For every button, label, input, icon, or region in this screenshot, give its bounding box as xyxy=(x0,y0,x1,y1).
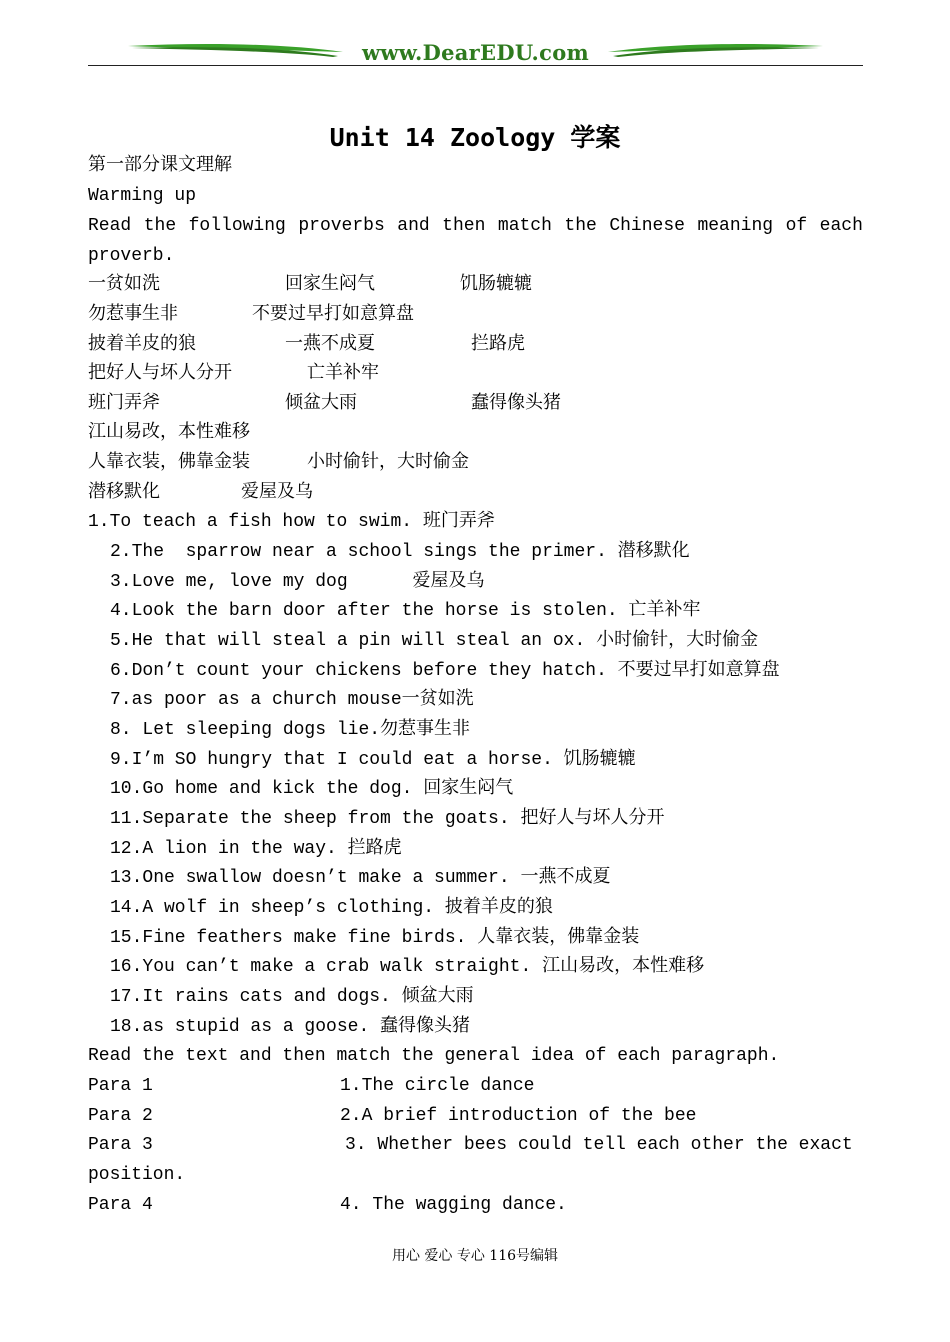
chinese-item: 勿惹事生非 xyxy=(88,305,178,325)
para-idea: 3. Whether bees could tell each other the exact xyxy=(345,1135,853,1155)
instruction-word: Chinese xyxy=(609,216,685,236)
chinese-item: 一贫如洗 xyxy=(88,275,160,295)
proverb-item: 10.Go home and kick the dog. 回家生闷气 xyxy=(110,779,514,799)
instruction-word: following xyxy=(188,216,286,236)
instruction-word: then xyxy=(442,216,486,236)
proverb-item: 3.Love me, love my dog 爱屋及乌 xyxy=(110,572,485,592)
chinese-item: 爱屋及乌 xyxy=(241,483,313,503)
section-heading: 第一部分课文理解 xyxy=(88,156,232,176)
instruction-word: Read xyxy=(88,216,132,236)
chinese-item: 小时偷针，大时偷金 xyxy=(307,453,469,473)
chinese-item: 亡羊补牢 xyxy=(307,364,379,384)
para-idea: 1.The circle dance xyxy=(340,1076,535,1096)
chinese-item: 披着羊皮的狼 xyxy=(88,335,196,355)
chinese-item: 不要过早打如意算盘 xyxy=(252,305,414,325)
chinese-item: 倾盆大雨 xyxy=(285,394,357,414)
proverb-item: 5.He that will steal a pin will steal an ox. 小时偷针，大时偷金 xyxy=(110,631,759,651)
para-label: Para 3 xyxy=(88,1135,153,1155)
chinese-item: 把好人与坏人分开 xyxy=(88,364,232,384)
chinese-item: 蠢得像头猪 xyxy=(471,394,561,414)
proverb-item: 9.I’m SO hungry that I could eat a horse. 饥肠辘辘 xyxy=(110,750,636,770)
instruction-word: of xyxy=(785,216,808,236)
instruction-word: the xyxy=(564,216,597,236)
instruction-word: meaning xyxy=(697,216,774,236)
proverb-item: 17.It rains cats and dogs. 倾盆大雨 xyxy=(110,987,474,1007)
chinese-item: 潜移默化 xyxy=(88,483,160,503)
header-banner xyxy=(88,36,863,68)
proverb-item: 15.Fine feathers make fine birds. 人靠衣装，佛靠金装 xyxy=(110,928,640,948)
proverb-item: 2.The sparrow near a school sings the primer. 潜移默化 xyxy=(110,542,690,562)
proverb-item: 16.You can’t make a crab walk straight. 江山易改，本性难移 xyxy=(110,957,705,977)
chinese-item: 拦路虎 xyxy=(471,335,525,355)
chinese-item: 江山易改，本性难移 xyxy=(88,423,250,443)
page-footer: 用心 爱心 专心 116号编辑 xyxy=(391,1248,559,1264)
warming-up-heading: Warming up xyxy=(88,186,197,206)
para-idea-cont: position. xyxy=(88,1165,186,1185)
instruction-word: each xyxy=(819,216,863,236)
proverb-item: 14.A wolf in sheep’s clothing. 披着羊皮的狼 xyxy=(110,898,553,918)
chinese-item: 回家生闷气 xyxy=(285,275,375,295)
instruction-word: proverbs xyxy=(298,216,385,236)
chinese-item: 人靠衣装，佛靠金装 xyxy=(88,453,250,473)
site-logo-text[interactable]: www.DearEDU.com xyxy=(361,40,590,65)
para-label: Para 1 xyxy=(88,1076,153,1096)
para-label: Para 4 xyxy=(88,1195,153,1215)
proverb-item: 12.A lion in the way. 拦路虎 xyxy=(110,839,402,859)
para-idea: 4. The wagging dance. xyxy=(340,1195,567,1215)
header-rule xyxy=(88,65,863,66)
instruction-word: match xyxy=(497,216,552,236)
instruction-line-2: Read the text and then match the general idea of each paragraph. xyxy=(88,1046,780,1066)
proverb-item: 7.as poor as a church mouse一贫如洗 xyxy=(110,690,474,710)
proverb-item: 4.Look the barn door after the horse is stolen. 亡羊补牢 xyxy=(110,601,701,621)
chinese-item: 饥肠辘辘 xyxy=(460,275,532,295)
proverb-item: 13.One swallow doesn’t make a summer. 一燕不成夏 xyxy=(110,868,611,888)
proverb-item: 11.Separate the sheep from the goats. 把好人与坏人分开 xyxy=(110,809,665,829)
proverb-item: 18.as stupid as a goose. 蠢得像头猪 xyxy=(110,1017,471,1037)
proverb-item: 6.Don’t count your chickens before they hatch. 不要过早打如意算盘 xyxy=(110,661,780,681)
para-label: Para 2 xyxy=(88,1106,153,1126)
instruction-word: the xyxy=(143,216,177,236)
chinese-item: 一燕不成夏 xyxy=(285,335,375,355)
page-title: Unit 14 Zoology 学案 xyxy=(329,123,621,152)
instruction-word: and xyxy=(397,216,430,236)
para-idea: 2.A brief introduction of the bee xyxy=(340,1106,697,1126)
proverb-item: 8. Let sleeping dogs lie.勿惹事生非 xyxy=(110,720,471,740)
chinese-item: 班门弄斧 xyxy=(88,394,160,414)
proverb-item: 1.To teach a fish how to swim. 班门弄斧 xyxy=(88,512,495,532)
instruction-line-1-cont: proverb. xyxy=(88,246,175,266)
instruction-line-1 xyxy=(88,215,863,237)
